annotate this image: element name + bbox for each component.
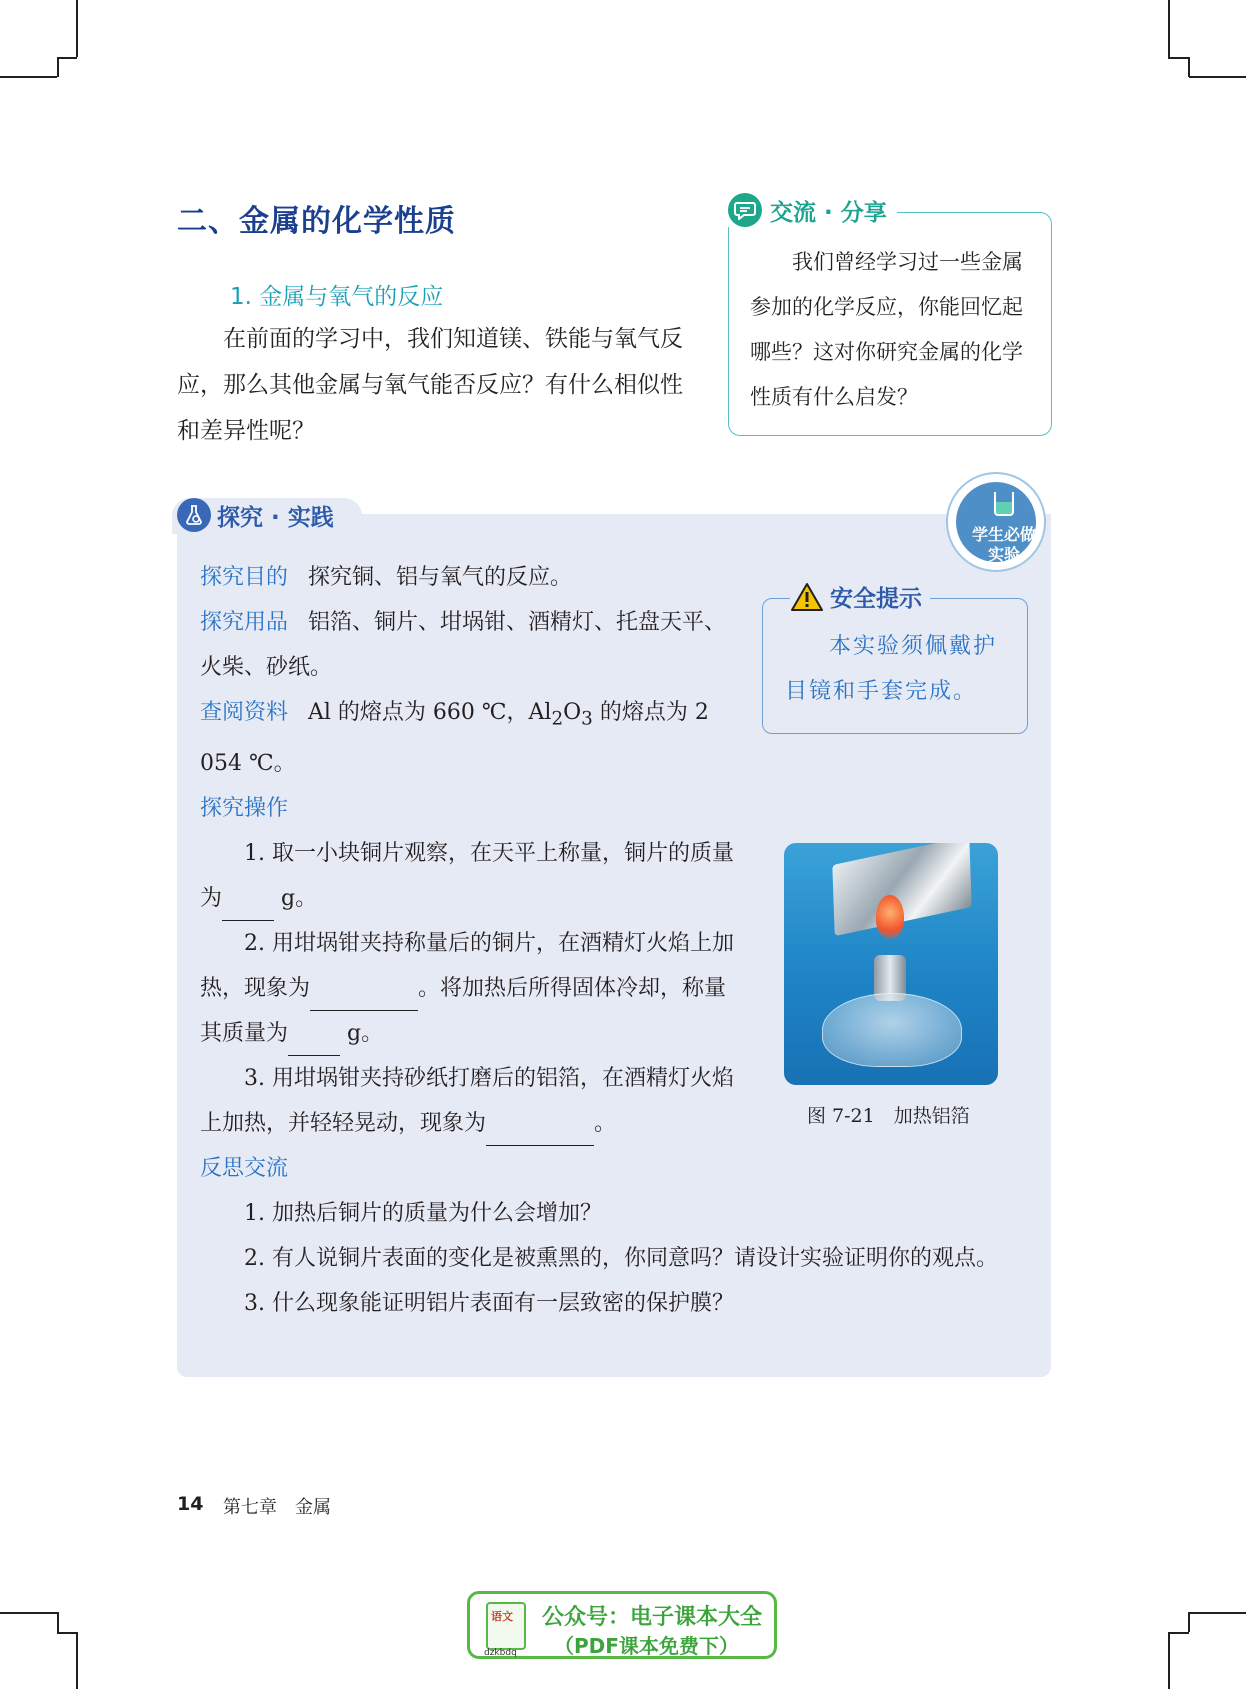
- alcohol-lamp: [822, 993, 962, 1067]
- subscript: 3: [581, 708, 593, 730]
- flask-icon: [177, 498, 211, 532]
- materials-label: 探究用品: [200, 610, 289, 635]
- operation-step-1: [200, 831, 740, 921]
- reference-text-3: 的熔点为 2 054 ℃。: [200, 700, 709, 777]
- step-text: g。: [274, 886, 318, 912]
- watermark-line1: 公众号：电子课本大全: [542, 1605, 763, 1630]
- step-text: 。: [594, 1111, 617, 1137]
- share-paragraph: 我们曾经学习过一些金属参加的化学反应，你能回忆起哪些？这对你研究金属的化学性质有什么启发？: [750, 250, 1023, 409]
- reference-row: [200, 690, 740, 786]
- crop-mark: [1168, 1632, 1170, 1689]
- reflect-heading: [200, 1146, 740, 1191]
- crop-mark: [57, 57, 59, 77]
- crop-mark: [76, 0, 78, 57]
- crop-mark: [1168, 0, 1170, 57]
- reference-label: 查阅资料: [200, 700, 289, 725]
- crop-mark: [76, 1632, 78, 1689]
- safety-paragraph: 本实验须佩戴护目镜和手套完成。: [785, 634, 998, 704]
- watermark-banner: [467, 1591, 777, 1659]
- step-text: 。将加热后所得固体冷却，称量其质量为: [200, 976, 727, 1047]
- speech-bubble-icon: [728, 193, 762, 227]
- intro-text: 在前面的学习中，我们知道镁、铁能与氧气反应，那么其他金属与氧气能否反应？有什么相似性和差异性呢？: [177, 326, 683, 444]
- badge-line1: 学生必做: [971, 525, 1036, 544]
- book-icon-caption: dzkbdq: [484, 1648, 517, 1658]
- answer-blank[interactable]: [486, 1118, 594, 1146]
- badge-line2: 实验: [987, 545, 1020, 564]
- step-text: 3. 用坩埚钳夹持砂纸打磨后的铝箔，在酒精灯火焰上加热，并轻轻晃动，现象为: [200, 1066, 734, 1137]
- materials-row: [200, 600, 740, 690]
- section-title: 二、金属的化学性质: [177, 204, 456, 239]
- materials-text: 铝箔、铜片、坩埚钳、酒精灯、托盘天平、火柴、砂纸。: [200, 610, 727, 680]
- crop-mark: [1168, 57, 1189, 59]
- watermark-line2: （PDF课本免费下）: [554, 1634, 739, 1658]
- crop-mark: [57, 1632, 77, 1634]
- safety-header: [790, 580, 930, 613]
- purpose-label: 探究目的: [200, 565, 289, 590]
- inquiry-title: 探究 · 实践: [217, 504, 334, 531]
- crop-mark: [1188, 1612, 1190, 1632]
- answer-blank[interactable]: [288, 1028, 340, 1056]
- reflect-question-2: 2. 有人说铜片表面的变化是被熏黑的，你同意吗？请设计实验证明你的观点。: [244, 1246, 998, 1272]
- inquiry-header: [177, 498, 334, 532]
- share-title: 交流 · 分享: [770, 199, 887, 226]
- required-experiment-badge: [946, 472, 1046, 572]
- reflect-question-3: 3. 什么现象能证明铝片表面有一层致密的保护膜？: [244, 1291, 734, 1317]
- crop-mark: [0, 76, 57, 78]
- step-text: 1. 取一小块铜片观察，在天平上称量，铜片的质量为: [200, 841, 734, 912]
- figure-caption: 图 7-21 加热铝箔: [807, 1105, 970, 1127]
- answer-blank[interactable]: [310, 983, 418, 1011]
- crop-mark: [57, 1612, 59, 1632]
- reference-text-2: O: [563, 700, 582, 725]
- purpose-text: 探究铜、铝与氧气的反应。: [308, 565, 573, 590]
- heating-foil-photo: [784, 843, 998, 1085]
- book-icon-label: 语文: [491, 1610, 513, 1623]
- reflect-question-1: 1. 加热后铜片的质量为什么会增加？: [244, 1201, 602, 1227]
- crop-mark: [57, 57, 77, 59]
- flame: [876, 895, 904, 939]
- intro-paragraph: [177, 316, 702, 454]
- answer-blank[interactable]: [222, 893, 274, 921]
- step-text: g。: [340, 1021, 384, 1047]
- crop-mark: [0, 1612, 57, 1614]
- beaker-icon: [994, 492, 1014, 516]
- operation-step-3: [200, 1056, 740, 1146]
- crop-mark: [1168, 1632, 1189, 1634]
- warning-triangle-icon: [790, 582, 824, 612]
- safety-text: [785, 624, 1015, 714]
- crop-mark: [1189, 76, 1246, 78]
- operation-step-2: [200, 921, 740, 1056]
- purpose-row: [200, 555, 740, 600]
- share-text: [750, 240, 1036, 420]
- operation-label: 探究操作: [200, 796, 289, 822]
- reference-text-1: Al 的熔点为 660 ℃，Al: [308, 700, 552, 725]
- badge-circle: [956, 482, 1036, 562]
- subsection-title: 1. 金属与氧气的反应: [230, 284, 444, 310]
- safety-title: 安全提示: [830, 586, 922, 612]
- subscript: 2: [551, 708, 564, 730]
- step-text: 2. 用坩埚钳夹持称量后的铜片，在酒精灯火焰上加热，现象为: [200, 931, 734, 1002]
- crop-mark: [1189, 1612, 1246, 1614]
- share-header: [728, 193, 897, 227]
- page-number: 14: [177, 1493, 204, 1515]
- book-icon: [486, 1602, 526, 1650]
- crop-mark: [1188, 57, 1190, 77]
- chapter-label: 第七章 金属: [223, 1497, 331, 1518]
- reflect-label: 反思交流: [200, 1156, 289, 1182]
- operation-heading: [200, 786, 740, 831]
